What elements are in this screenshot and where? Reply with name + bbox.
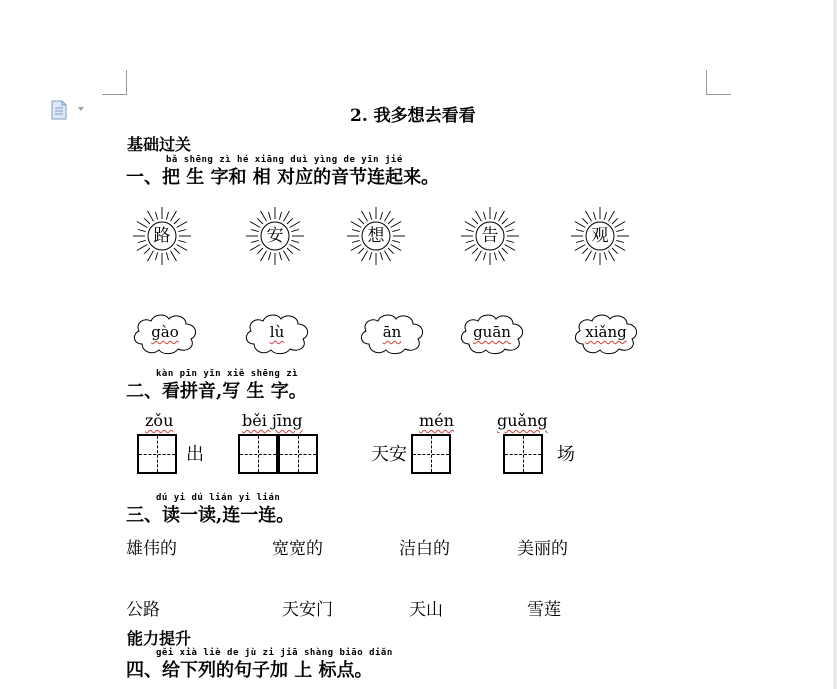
page-edge (833, 0, 837, 689)
writing-grid[interactable] (503, 434, 543, 474)
chevron-down-icon (78, 107, 84, 111)
character-text: 告 (481, 226, 499, 246)
noun-word: 天安门 (282, 600, 333, 620)
writing-grid[interactable] (411, 434, 451, 474)
q2-label: 二、看拼音,写 生 字。 (126, 381, 307, 402)
pinyin-men: mén (419, 411, 454, 430)
before-text-tianan: 天安 (371, 444, 407, 465)
margin-corner-top-right (706, 70, 731, 95)
adjective-word: 洁白的 (399, 539, 450, 559)
cloud-syllable-2[interactable] (242, 310, 312, 356)
pinyin-guang: guǎng (497, 411, 548, 430)
q2-pinyin: kàn pīn yīn xiě shēng zì (156, 369, 299, 379)
section-heading-ability: 能力提升 (127, 629, 192, 648)
character-text: 安 (266, 226, 284, 246)
character-text: 路 (153, 226, 171, 246)
sun-character-1[interactable] (131, 205, 193, 267)
adjective-word: 宽宽的 (272, 539, 323, 559)
page-title: 2. 我多想去看看 (350, 106, 476, 126)
cloud-syllable-3[interactable] (357, 310, 427, 356)
cloud-syllable-1[interactable] (130, 310, 200, 356)
adjective-word: 美丽的 (517, 539, 568, 559)
sun-character-2[interactable] (244, 205, 306, 267)
pinyin-beijing: běi jīng (242, 411, 303, 430)
sun-character-3[interactable] (345, 205, 407, 267)
character-text: 观 (591, 226, 609, 246)
q3-pinyin: dú yi dú lián yi lián (156, 493, 281, 503)
after-text-chang: 场 (557, 444, 575, 465)
writing-grid[interactable] (238, 434, 278, 474)
adjective-word: 雄伟的 (126, 539, 177, 559)
pinyin-zou: zǒu (145, 411, 174, 430)
sun-character-4[interactable] (459, 205, 521, 267)
noun-word: 雪莲 (527, 600, 561, 620)
margin-corner-top-left (102, 70, 127, 95)
syllable-text: lù (269, 323, 285, 341)
section-heading-basic: 基础过关 (127, 135, 192, 154)
writing-grid[interactable] (278, 434, 318, 474)
character-text: 想 (367, 226, 385, 246)
syllable-text: ān (382, 323, 402, 341)
noun-word: 天山 (409, 600, 443, 620)
syllable-text: gào (151, 323, 179, 341)
q4-pinyin: gěi xià liè de jù zi jiā shàng biāo diǎn (156, 648, 393, 658)
sun-character-5[interactable] (569, 205, 631, 267)
q1-pinyin: bǎ shēng zì hé xiāng duì yìng de yīn jié (166, 155, 403, 165)
after-text-chu: 出 (186, 444, 204, 465)
q4-label: 四、给下列的句子加 上 标点。 (126, 660, 373, 681)
syllable-text: xiǎng (585, 323, 627, 341)
writing-grid[interactable] (137, 434, 177, 474)
q1-label: 一、把 生 字和 相 对应的音节连起来。 (126, 167, 440, 188)
syllable-text: guān (473, 323, 511, 341)
noun-word: 公路 (126, 600, 160, 620)
q3-label: 三、读一读,连一连。 (126, 505, 295, 526)
cloud-syllable-5[interactable] (571, 310, 641, 356)
cloud-syllable-4[interactable] (457, 310, 527, 356)
document-icon[interactable] (50, 100, 90, 120)
